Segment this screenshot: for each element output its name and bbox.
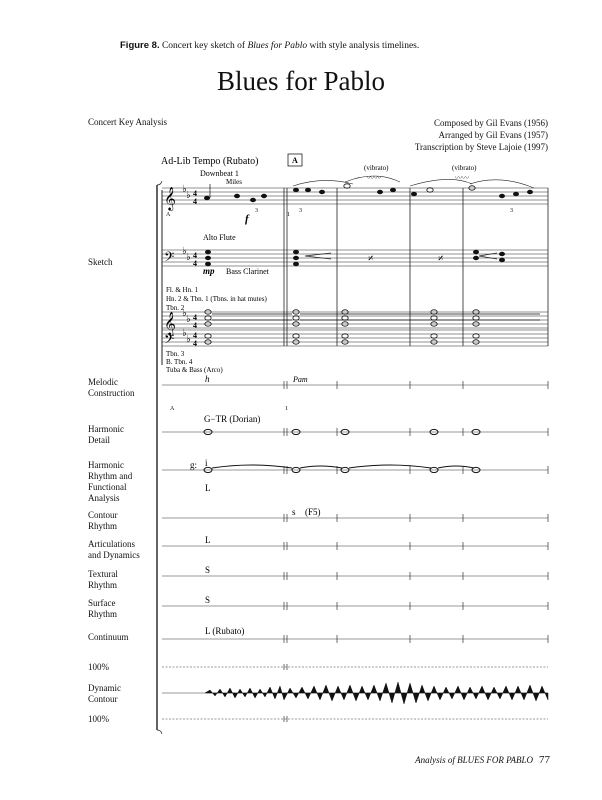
bass-clarinet-label: Bass Clarinet xyxy=(226,267,269,276)
row-label-line: Surface xyxy=(88,598,116,608)
dynamic-mp: mp xyxy=(203,266,215,276)
svg-text:♭: ♭ xyxy=(186,190,191,201)
row-label-line: Rhythm xyxy=(88,521,118,531)
row-label-sketch: Sketch xyxy=(88,257,113,267)
downbeat-label: Downbeat 1 xyxy=(200,169,239,178)
contour-f5: (F5) xyxy=(305,507,321,517)
score-barlines xyxy=(284,188,548,346)
credit-transcription: Transcription by Steve Lajoie (1997) xyxy=(414,142,548,152)
brass-label-2: Hn. 2 & Tbn. 1 (Tbns. in hat mutes) xyxy=(166,295,267,303)
section-a: A xyxy=(170,406,175,412)
vibrato-label-1: (vibrato) xyxy=(364,164,389,172)
function-l: L xyxy=(205,483,211,493)
miles-label: Miles xyxy=(226,178,242,186)
time-signature xyxy=(193,189,197,348)
svg-text:4: 4 xyxy=(193,339,197,348)
row-label-line: Rhythm xyxy=(88,609,118,619)
svg-text:♭: ♭ xyxy=(182,328,187,339)
bass-clef-icon: 𝄢 xyxy=(164,333,175,350)
treble-clef-icon: 𝄞 xyxy=(164,188,176,210)
credit-composed: Composed by Gil Evans (1956) xyxy=(434,118,548,128)
tempo-marking: Ad-Lib Tempo (Rubato) xyxy=(161,156,259,167)
svg-text:4: 4 xyxy=(193,259,197,268)
surface-s: S xyxy=(205,595,211,605)
row-label-line: Construction xyxy=(88,388,135,398)
caption-title-italic: Blues for Pablo xyxy=(247,41,308,51)
vibrato-label-2: (vibrato) xyxy=(452,164,477,172)
caption-text-pre: Concert key sketch of xyxy=(161,41,248,51)
row-label-line: Rhythm xyxy=(88,580,118,590)
row-label-pct-top: 100% xyxy=(88,662,109,672)
dynamic-forte: f xyxy=(245,213,249,225)
page-title: Blues for Pablo xyxy=(217,66,385,96)
row-label-continuum: Continuum xyxy=(88,632,129,642)
melodic-h: h xyxy=(205,374,210,384)
repeat-sign-icon: 𝄎 xyxy=(368,253,374,265)
brass-label-3: Tbn. 2 xyxy=(166,304,185,312)
row-label-line: Contour xyxy=(88,694,118,704)
section-1: 1 xyxy=(285,406,288,412)
brass-label-1: Fl. & Hn. 1 xyxy=(166,286,199,294)
marker-1: 1 xyxy=(287,212,290,218)
treble-clef-icon: 𝄞 xyxy=(164,313,176,335)
chord-label: G−TR (Dorian) xyxy=(204,414,261,424)
svg-text:♭: ♭ xyxy=(182,184,187,195)
melodic-pam: Pam xyxy=(293,375,308,384)
rehearsal-mark: A xyxy=(292,156,298,165)
low-brass-label-3: Tuba & Bass (Arco) xyxy=(166,366,223,374)
svg-text:4: 4 xyxy=(193,197,197,206)
caption-text-post: with style analysis timelines. xyxy=(307,41,420,51)
triplet-mark: 3 xyxy=(299,208,302,214)
roman-numeral: i xyxy=(205,458,208,468)
credit-arranged: Arranged by Gil Evans (1957) xyxy=(438,130,548,140)
row-label-line: Dynamic xyxy=(88,683,121,693)
svg-text:♭: ♭ xyxy=(182,246,187,257)
low-brass-label-2: B. Tbn. 4 xyxy=(166,358,193,366)
dynamic-waveform xyxy=(205,682,548,704)
horn-chords xyxy=(205,310,540,344)
row-label-line: Articulations xyxy=(88,539,135,549)
key-signature xyxy=(182,184,191,345)
slurs xyxy=(293,176,534,188)
bass-clef-icon: 𝄢 xyxy=(164,251,175,268)
timeline-notes xyxy=(204,429,480,472)
row-label-line: Harmonic xyxy=(88,424,124,434)
row-label-line: Detail xyxy=(88,435,110,445)
svg-text:♭: ♭ xyxy=(182,308,187,319)
row-label-line: Harmonic xyxy=(88,460,124,470)
svg-text:4: 4 xyxy=(193,313,197,322)
row-label-line: Rhythm and xyxy=(88,471,133,481)
row-label-line: Melodic xyxy=(88,377,118,387)
vibrato-marks xyxy=(367,174,469,182)
marker-a: A xyxy=(166,212,171,218)
svg-text:4: 4 xyxy=(193,321,197,330)
svg-text:4: 4 xyxy=(193,251,197,260)
triplet-mark: 3 xyxy=(510,208,513,214)
low-brass-label-1: Tbn. 3 xyxy=(166,350,185,358)
textural-s: S xyxy=(205,565,211,575)
row-label-line: and Dynamics xyxy=(88,550,140,560)
concert-key-label: Concert Key Analysis xyxy=(88,117,167,127)
triplet-mark: 3 xyxy=(255,208,258,214)
row-label-pct-bottom: 100% xyxy=(88,714,109,724)
timeline-lines xyxy=(162,385,548,719)
row-label-line: Analysis xyxy=(88,493,120,503)
continuum-l: L (Rubato) xyxy=(205,626,245,636)
key-g: g: xyxy=(190,460,198,470)
svg-text:♭: ♭ xyxy=(186,334,191,345)
svg-text:〰〰: 〰〰 xyxy=(455,174,469,182)
svg-text:4: 4 xyxy=(193,331,197,340)
contour-s: s xyxy=(292,507,296,517)
row-label-line: Textural xyxy=(88,569,118,579)
page-number: 77 xyxy=(539,754,550,766)
page-footer xyxy=(415,754,550,766)
staff-trumpet xyxy=(162,188,548,204)
svg-text:♭: ♭ xyxy=(186,252,191,263)
bracket-hook-top xyxy=(157,181,162,185)
row-label-line: Functional xyxy=(88,482,127,492)
repeat-sign-icon: 𝄎 xyxy=(438,253,444,265)
trumpet-notes xyxy=(204,184,533,202)
svg-text:4: 4 xyxy=(193,189,197,198)
svg-text:♭: ♭ xyxy=(186,314,191,325)
alto-flute-label: Alto Flute xyxy=(203,233,236,242)
staff-low-brass xyxy=(162,322,548,346)
figure-number: Figure 8. xyxy=(120,40,160,51)
svg-text:〰〰: 〰〰 xyxy=(367,174,381,182)
row-label-line: Contour xyxy=(88,510,118,520)
articulation-l: L xyxy=(205,535,211,545)
footer-text: Analysis of BLUES FOR PABLO xyxy=(415,755,533,765)
bracket-hook-bottom xyxy=(157,730,162,734)
